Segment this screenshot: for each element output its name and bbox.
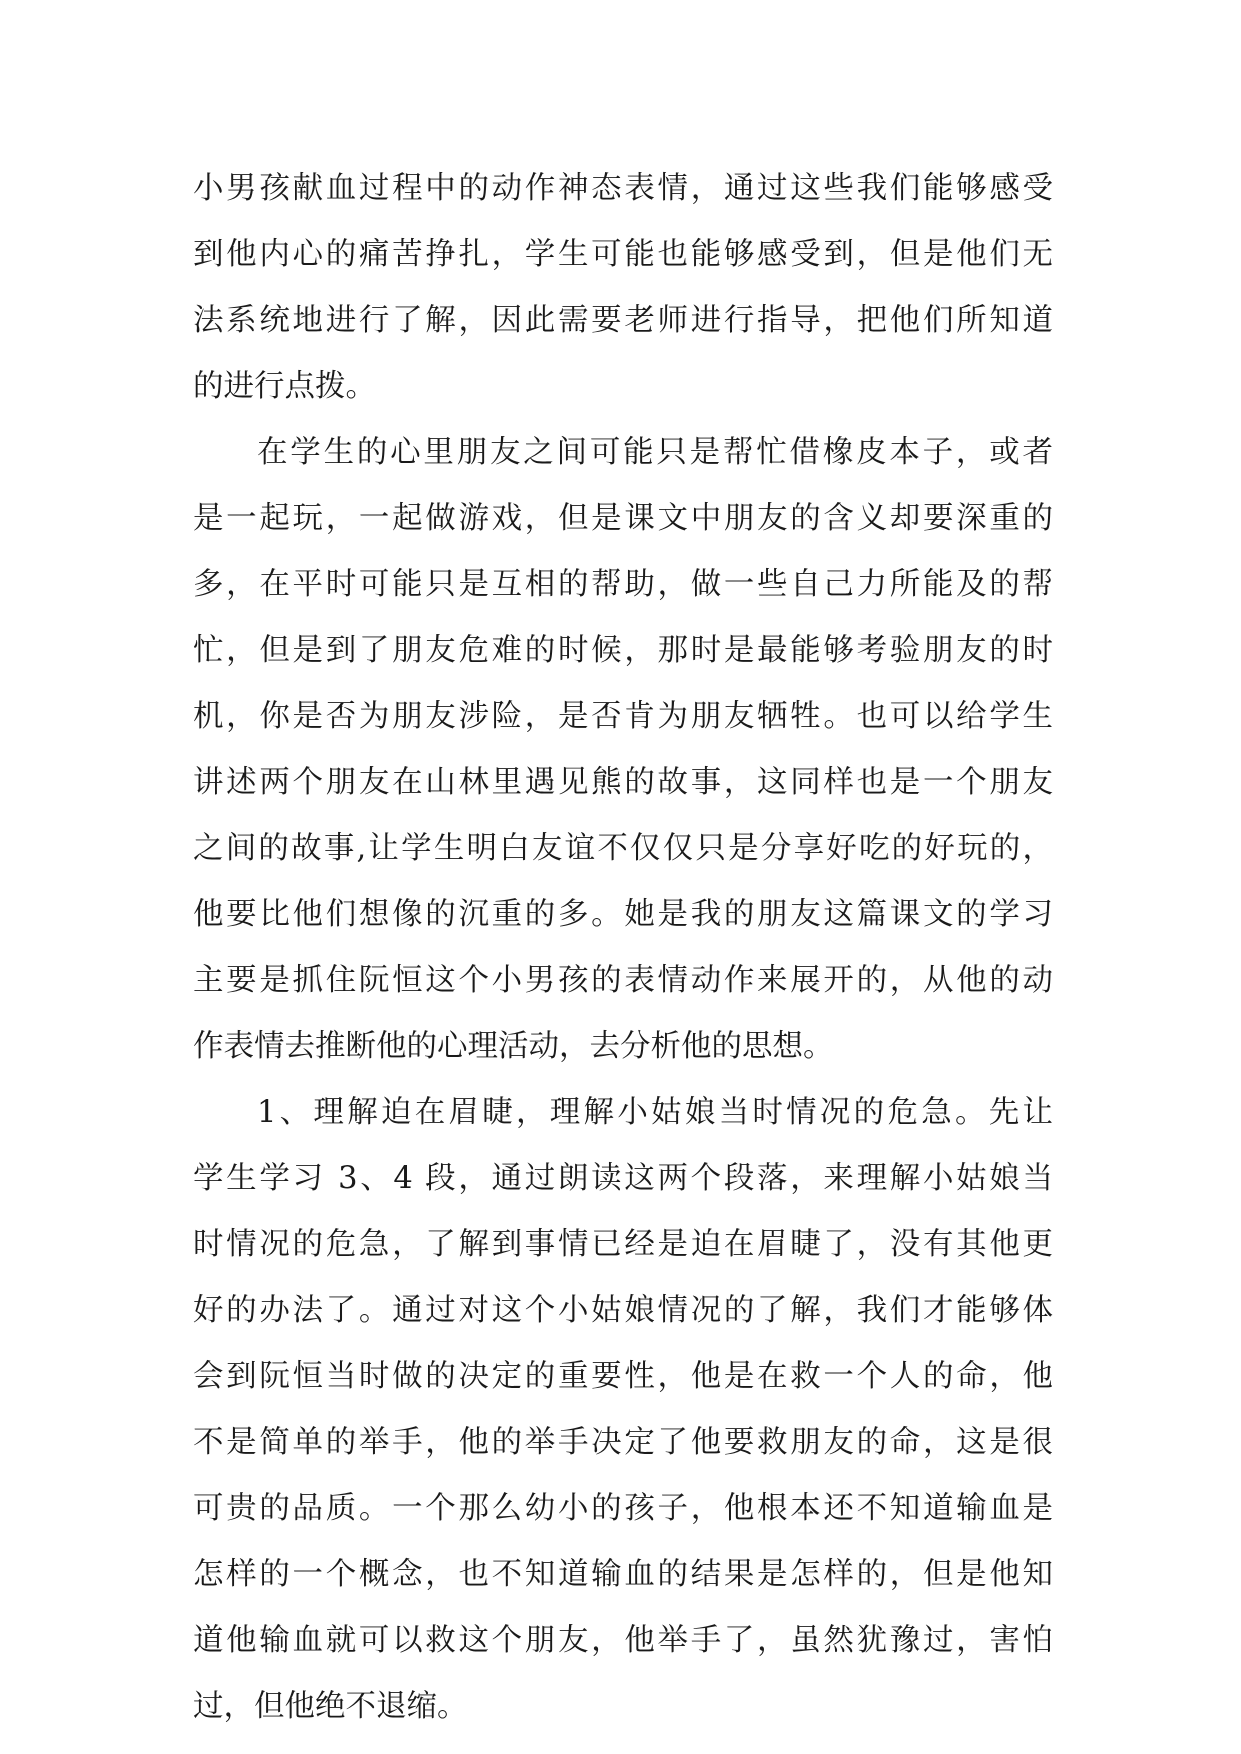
text-line: 1、理解迫在眉睫，理解小姑娘当时情况的危急。先让 bbox=[257, 1095, 1053, 1130]
text-line: 多，在平时可能只是互相的帮助，做一些自己力所能及的帮 bbox=[193, 567, 1053, 602]
text-line: 好的办法了。通过对这个小姑娘情况的了解，我们才能够体 bbox=[193, 1293, 1053, 1328]
text-line: 主要是抓住阮恒这个小男孩的表情动作来展开的，从他的动 bbox=[193, 963, 1053, 998]
text-line: 机，你是否为朋友涉险，是否肯为朋友牺牲。也可以给学生 bbox=[193, 699, 1053, 734]
text-line: 作表情去推断他的心理活动，去分析他的思想。 bbox=[193, 1029, 834, 1064]
text-line: 过，但他绝不退缩。 bbox=[193, 1689, 468, 1724]
text-line: 他要比他们想像的沉重的多。她是我的朋友这篇课文的学习 bbox=[193, 897, 1053, 932]
text-line: 法系统地进行了解，因此需要老师进行指导，把他们所知道 bbox=[193, 303, 1053, 338]
text-line: 学生学习 3、4 段，通过朗读这两个段落，来理解小姑娘当 bbox=[193, 1161, 1053, 1196]
text-line: 可贵的品质。一个那么幼小的孩子，他根本还不知道输血是 bbox=[193, 1491, 1053, 1526]
text-line: 在学生的心里朋友之间可能只是帮忙借橡皮本子，或者 bbox=[257, 435, 1053, 470]
text-line: 忙，但是到了朋友危难的时候，那时是最能够考验朋友的时 bbox=[193, 633, 1053, 668]
body-text bbox=[193, 156, 1053, 1740]
text-line: 之间的故事,让学生明白友谊不仅仅只是分享好吃的好玩的， bbox=[193, 831, 1053, 866]
text-line: 到他内心的痛苦挣扎，学生可能也能够感受到，但是他们无 bbox=[193, 237, 1053, 272]
text-line: 道他输血就可以救这个朋友，他举手了，虽然犹豫过，害怕 bbox=[193, 1623, 1053, 1658]
paragraph bbox=[193, 1080, 1053, 1740]
text-line: 小男孩献血过程中的动作神态表情，通过这些我们能够感受 bbox=[193, 171, 1053, 206]
text-line: 的进行点拨。 bbox=[193, 369, 376, 404]
text-line: 会到阮恒当时做的决定的重要性，他是在救一个人的命，他 bbox=[193, 1359, 1053, 1394]
text-line: 讲述两个朋友在山林里遇见熊的故事，这同样也是一个朋友 bbox=[193, 765, 1053, 800]
paragraph bbox=[193, 156, 1053, 420]
text-line: 时情况的危急，了解到事情已经是迫在眉睫了，没有其他更 bbox=[193, 1227, 1053, 1262]
text-line: 不是简单的举手，他的举手决定了他要救朋友的命，这是很 bbox=[193, 1425, 1053, 1460]
text-line: 是一起玩，一起做游戏，但是课文中朋友的含义却要深重的 bbox=[193, 501, 1053, 536]
paragraph bbox=[193, 420, 1053, 1080]
text-line: 怎样的一个概念，也不知道输血的结果是怎样的，但是他知 bbox=[193, 1557, 1053, 1592]
